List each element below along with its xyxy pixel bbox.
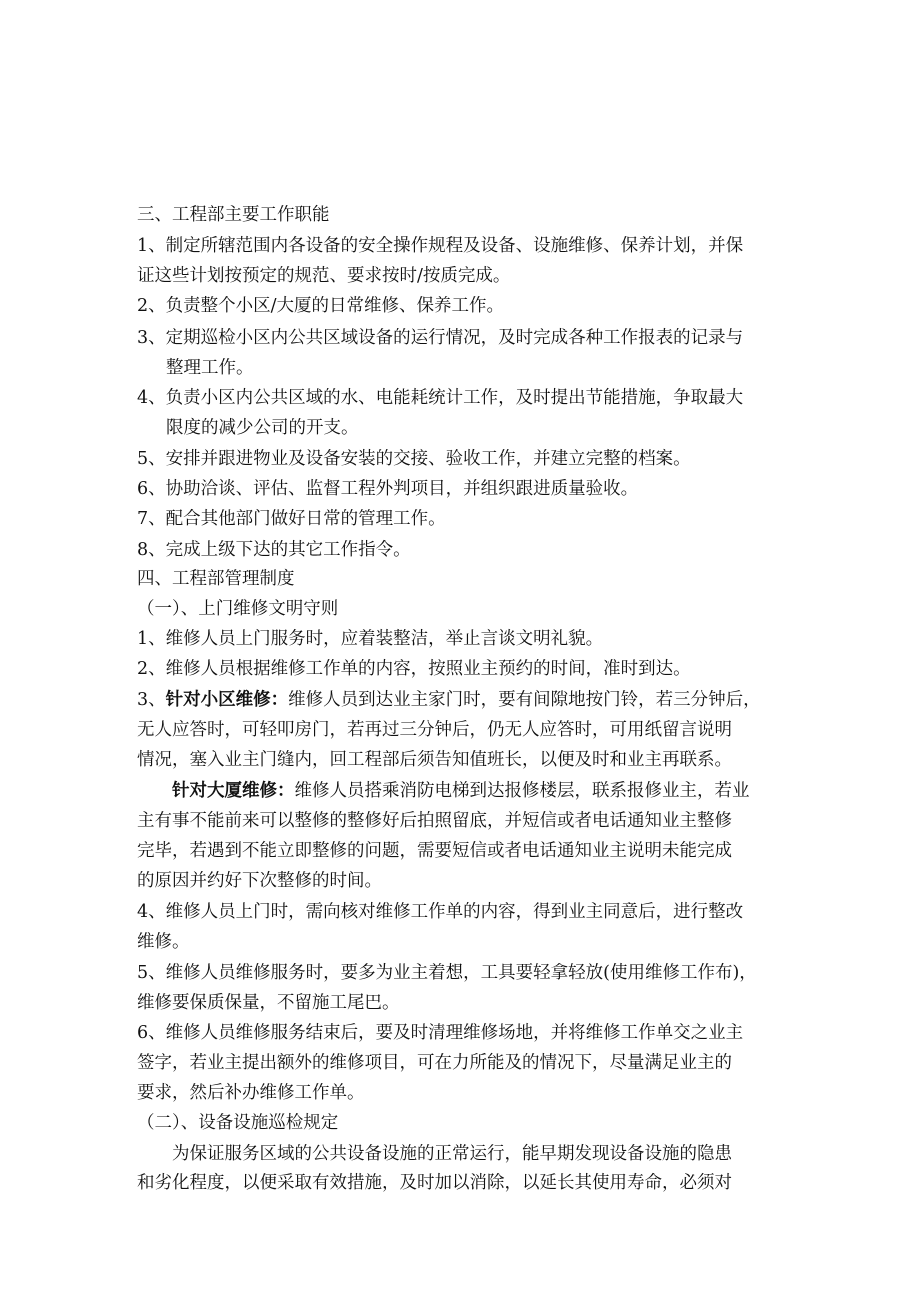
duty-item-5: 5、安排并跟进物业及设备安装的交接、验收工作，并建立完整的档案。: [137, 449, 691, 469]
building-repair-line-2: 主有事不能前来可以整修的整修好后拍照留底，并短信或者电话通知业主整修: [137, 811, 732, 831]
duty-item-4-line-1: 4、负责小区内公共区域的水、电能耗统计工作，及时提出节能措施，争取最大: [137, 388, 744, 408]
rule-item-1: 1、维修人员上门服务时，应着装整洁，举止言谈文明礼貌。: [137, 629, 604, 649]
building-repair-line-4: 的原因并约好下次整修的时间。: [137, 871, 382, 891]
duty-item-1-line-1: 1、制定所辖范围内各设备的安全操作规程及设备、设施维修、保养计划，并保: [137, 236, 744, 256]
duty-item-4-line-2: 限度的减少公司的开支。: [166, 418, 359, 438]
building-repair-line-3: 完毕，若遇到不能立即整修的问题，需要短信或者电话通知业主说明未能完成: [137, 841, 732, 861]
subsection-heading-2: （二）、设备设施巡检规定: [137, 1113, 339, 1133]
building-repair-label: 针对大厦维修：: [172, 781, 295, 801]
section-heading-3: 三、工程部主要工作职能: [137, 205, 330, 225]
rule-item-3-number: 3、: [137, 690, 166, 710]
building-repair-line-1: [172, 780, 750, 802]
rule-item-3-line-2: 无人应答时，可轻叩房门，若再过三分钟后，仍无人应答时，可用纸留言说明: [137, 720, 732, 740]
rule-item-5-line-1: 5、维修人员维修服务时，要多为业主着想，工具要轻拿轻放(使用维修工作布)，: [137, 963, 757, 983]
inspection-paragraph-line-1: 为保证服务区域的公共设备设施的正常运行，能早期发现设备设施的隐患: [172, 1144, 732, 1164]
section-heading-4: 四、工程部管理制度: [137, 569, 295, 589]
duty-item-2: 2、负责整个小区/大厦的日常维修、保养工作。: [137, 296, 505, 316]
duty-item-6: 6、协助洽谈、评估、监督工程外判项目，并组织跟进质量验收。: [137, 479, 639, 499]
rule-item-6-line-2: 签字，若业主提出额外的维修项目，可在力所能及的情况下，尽量满足业主的: [137, 1053, 732, 1073]
rule-item-4-line-2: 维修。: [137, 932, 190, 952]
rule-item-6-line-1: 6、维修人员维修服务结束后，要及时清理维修场地，并将维修工作单交之业主: [137, 1023, 744, 1043]
community-repair-label: 针对小区维修：: [165, 690, 289, 710]
duty-item-3-line-1: 3、定期巡检小区内公共区域设备的运行情况，及时完成各种工作报表的记录与: [137, 328, 744, 348]
rule-item-6-line-3: 要求，然后补办维修工作单。: [137, 1083, 365, 1103]
building-repair-text: 维修人员搭乘消防电梯到达报修楼层，联系报修业主，若业: [294, 781, 750, 801]
rule-item-4-line-1: 4、维修人员上门时，需向核对维修工作单的内容，得到业主同意后，进行整改: [137, 902, 744, 922]
rule-item-2: 2、维修人员根据维修工作单的内容，按照业主预约的时间，准时到达。: [137, 659, 691, 679]
rule-item-3-line-1: [137, 689, 761, 711]
subsection-heading-1: （一）、上门维修文明守则: [137, 599, 339, 619]
rule-item-3-text: 维修人员到达业主家门时，要有间隙地按门铃，若三分钟后，: [288, 690, 761, 710]
inspection-paragraph-line-2: 和劣化程度，以便采取有效措施，及时加以消除，以延长其使用寿命，必须对: [137, 1173, 732, 1193]
rule-item-5-line-2: 维修要保质保量，不留施工尾巴。: [137, 993, 400, 1013]
duty-item-3-line-2: 整理工作。: [166, 358, 254, 378]
duty-item-7: 7、配合其他部门做好日常的管理工作。: [137, 509, 446, 529]
rule-item-3-line-3: 情况，塞入业主门缝内，回工程部后须告知值班长，以便及时和业主再联系。: [137, 750, 732, 770]
duty-item-8: 8、完成上级下达的其它工作指令。: [137, 540, 411, 560]
duty-item-1-line-2: 证这些计划按预定的规范、要求按时/按质完成。: [137, 266, 511, 286]
